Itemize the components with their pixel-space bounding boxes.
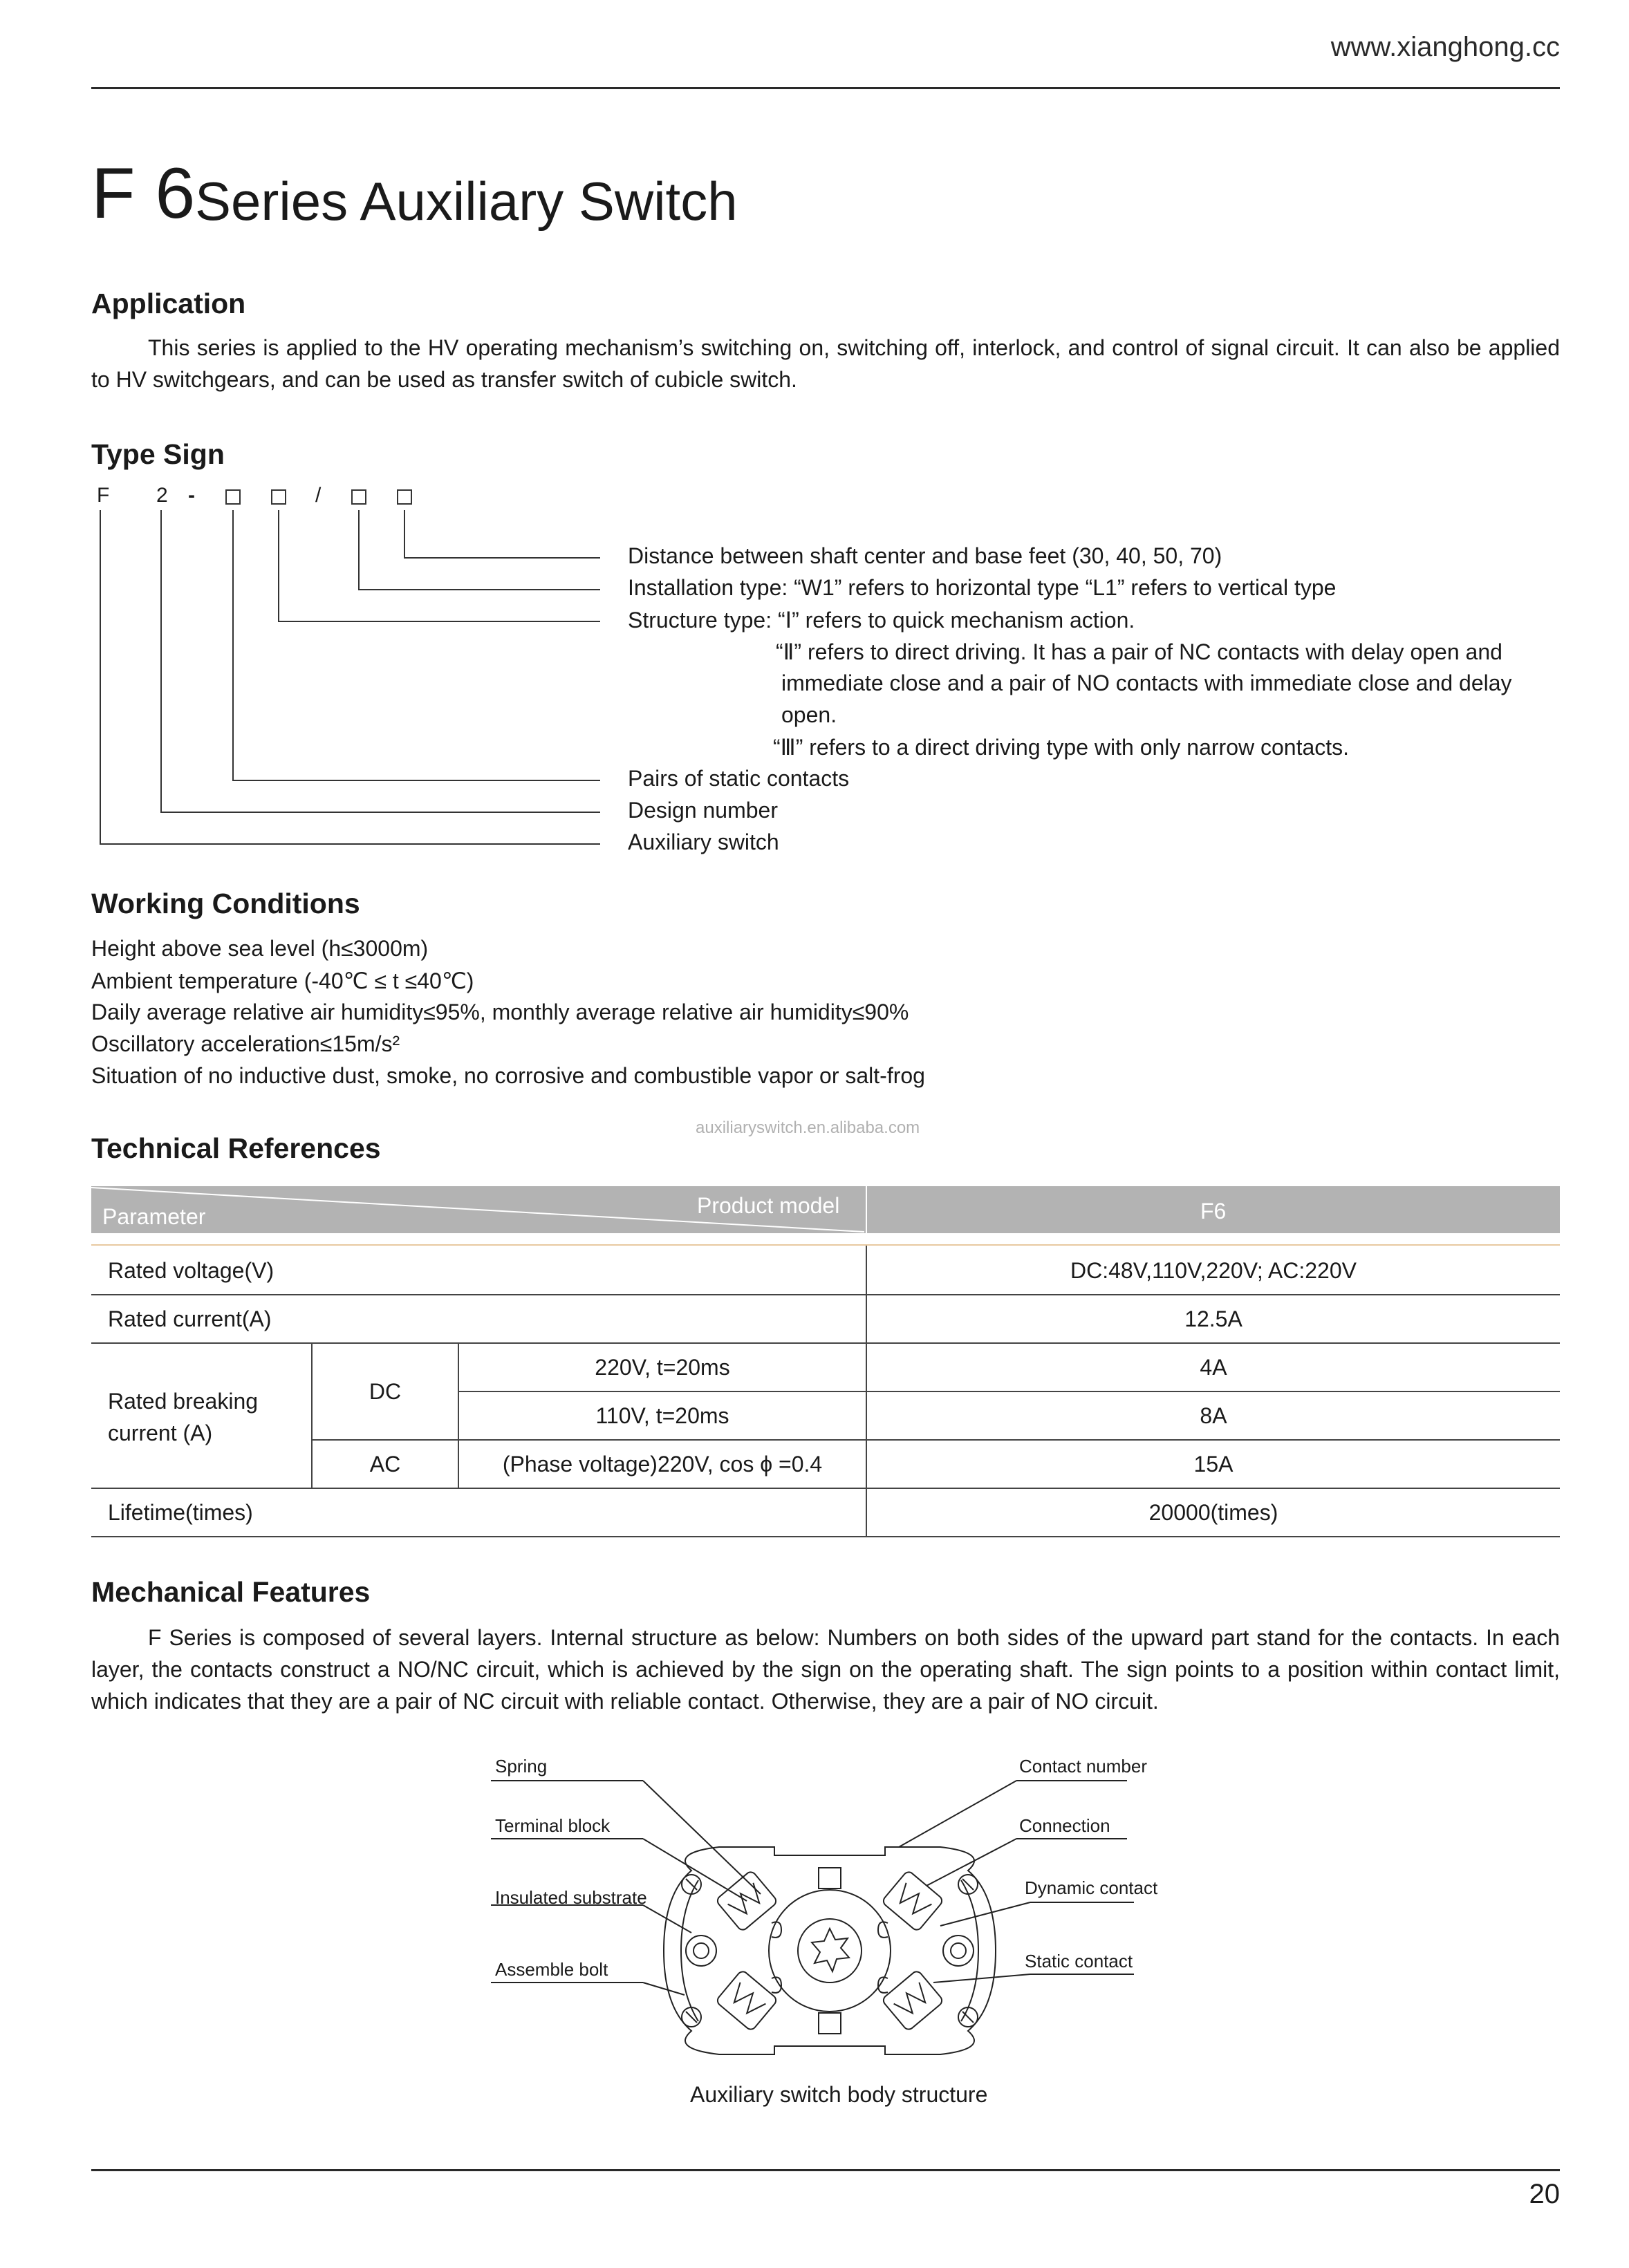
- label-contact-number: Contact number: [1019, 1756, 1147, 1777]
- page-title-model: F 6: [91, 153, 196, 234]
- type-sign-desc-structure-3: “Ⅲ” refers to a direct driving type with only narrow contacts.: [773, 735, 1350, 760]
- type-sign-heading: Type Sign: [91, 438, 225, 470]
- connector-line: [160, 510, 162, 813]
- connector-line: [232, 510, 234, 781]
- footer-divider: [91, 2169, 1560, 2171]
- type-sign-desc-installation: Installation type: “W1” refers to horizontal type “L1” refers to vertical type: [628, 575, 1337, 600]
- connector-line: [404, 510, 405, 559]
- type-sign-desc-design: Design number: [628, 798, 778, 823]
- connector-line: [404, 557, 600, 559]
- cell-rated-current: Rated current(A): [108, 1306, 272, 1331]
- row-divider: [91, 1536, 1560, 1537]
- cell-lifetime-value: 20000(times): [1148, 1499, 1278, 1525]
- cell-rated-voltage: Rated voltage(V): [108, 1257, 274, 1283]
- cell-ac-220-value: 15A: [1193, 1451, 1234, 1477]
- switch-structure-diagram: [484, 1770, 1175, 2088]
- connector-line: [358, 510, 360, 590]
- cell-dc-220-value: 4A: [1200, 1354, 1227, 1380]
- label-dynamic-contact: Dynamic contact: [1025, 1877, 1158, 1898]
- connector-line: [100, 843, 600, 845]
- application-text: This series is applied to the HV operating mechanism’s switching on, switching off, interlock, and control of signal circuit. It can also be applied to HV switchgears, and can be used as transfer switch of cubicle switch.: [91, 335, 1560, 392]
- type-sign-desc-distance: Distance between shaft center and base feet (30, 40, 50, 70): [628, 543, 1222, 568]
- application-heading: Application: [91, 288, 246, 319]
- connector-line: [278, 621, 600, 622]
- technical-references-heading: Technical References: [91, 1132, 381, 1164]
- cell-rated-current-value: 12.5A: [1184, 1306, 1242, 1331]
- working-condition-item: Situation of no inductive dust, smoke, no corrosive and combustible vapor or salt-frog: [91, 1063, 925, 1088]
- working-condition-item: Ambient temperature (-40℃ ≤ t ≤40℃): [91, 968, 474, 993]
- label-terminal-block: Terminal block: [495, 1815, 611, 1836]
- label-spring: Spring: [495, 1756, 548, 1777]
- type-sign-dash: -: [188, 484, 195, 507]
- type-sign-desc-structure-2b: immediate close and a pair of NO contacts with immediate close and delay: [781, 671, 1512, 695]
- rated-breaking-line1: Rated breaking: [108, 1389, 259, 1414]
- header-underline: [91, 1244, 1560, 1246]
- cell-dc: DC: [369, 1378, 402, 1404]
- diagram-caption: Auxiliary switch body structure: [690, 2082, 988, 2107]
- type-sign-slash: /: [315, 484, 322, 507]
- connector-line: [160, 812, 600, 813]
- type-sign-desc-structure: Structure type: “Ⅰ” refers to quick mechanism action.: [628, 608, 1135, 632]
- cell-rated-breaking: [108, 1385, 258, 1449]
- connector-line: [278, 510, 279, 622]
- label-insulated-substrate: Insulated substrate: [495, 1887, 647, 1908]
- watermark: auxiliaryswitch.en.alibaba.com: [696, 1118, 920, 1137]
- type-sign-box-1: [225, 489, 241, 505]
- connector-line: [100, 510, 101, 845]
- label-assemble-bolt: Assemble bolt: [495, 1959, 608, 1980]
- mechanical-features-text: F Series is composed of several layers. Internal structure as below: Numbers on both sides of the upward part stand for the contacts. In each layer, the contacts construct a NO/NC circuit, which is achieved by the sign on the operating shaft. The sign points to a position within contact limit, which indicates that they are a pair of NC circuit with reliable contact. Otherwise, they are a pair of NO circuit.: [91, 1625, 1560, 1714]
- connector-line: [358, 589, 600, 590]
- cell-dc-220: 220V, t=20ms: [595, 1354, 730, 1380]
- header-product-model: Product model: [697, 1193, 840, 1218]
- type-sign-2: 2: [156, 484, 168, 507]
- cell-dc-110-value: 8A: [1200, 1403, 1227, 1428]
- cell-dc-110: 110V, t=20ms: [595, 1403, 729, 1428]
- cell-ac: AC: [369, 1451, 401, 1477]
- type-sign-desc-pairs: Pairs of static contacts: [628, 766, 850, 791]
- type-sign-box-4: [397, 489, 412, 505]
- page-number: 20: [1529, 2179, 1560, 2209]
- type-sign-f: F: [97, 484, 110, 507]
- rated-breaking-line2: current (A): [108, 1421, 213, 1445]
- working-condition-item: Oscillatory acceleration≤15m/s²: [91, 1031, 400, 1056]
- cell-ac-220: (Phase voltage)220V, cos ϕ =0.4: [502, 1451, 823, 1477]
- header-parameter: Parameter: [102, 1204, 206, 1229]
- label-connection: Connection: [1019, 1815, 1110, 1836]
- type-sign-desc-auxiliary: Auxiliary switch: [628, 830, 779, 854]
- header-divider-col: [866, 1186, 867, 1233]
- type-sign-desc-structure-2: “Ⅱ” refers to direct driving. It has a pair of NC contacts with delay open and: [776, 639, 1502, 664]
- type-sign-box-2: [271, 489, 286, 505]
- page-title: Series Auxiliary Switch: [195, 171, 738, 232]
- header-f6: F6: [1200, 1199, 1227, 1224]
- working-condition-item: Daily average relative air humidity≤95%, monthly average relative air humidity≤90%: [91, 1000, 909, 1024]
- mechanical-features-heading: Mechanical Features: [91, 1576, 371, 1608]
- cell-lifetime: Lifetime(times): [108, 1499, 253, 1525]
- working-conditions-heading: Working Conditions: [91, 888, 360, 919]
- connector-line: [232, 780, 600, 781]
- type-sign-box-3: [351, 489, 366, 505]
- cell-rated-voltage-value: DC:48V,110V,220V; AC:220V: [1070, 1257, 1357, 1283]
- label-static-contact: Static contact: [1025, 1951, 1133, 1971]
- working-condition-item: Height above sea level (h≤3000m): [91, 936, 429, 961]
- header-divider: [91, 87, 1560, 89]
- type-sign-desc-structure-2c: open.: [781, 702, 837, 727]
- website-url: www.xianghong.cc: [1330, 32, 1560, 62]
